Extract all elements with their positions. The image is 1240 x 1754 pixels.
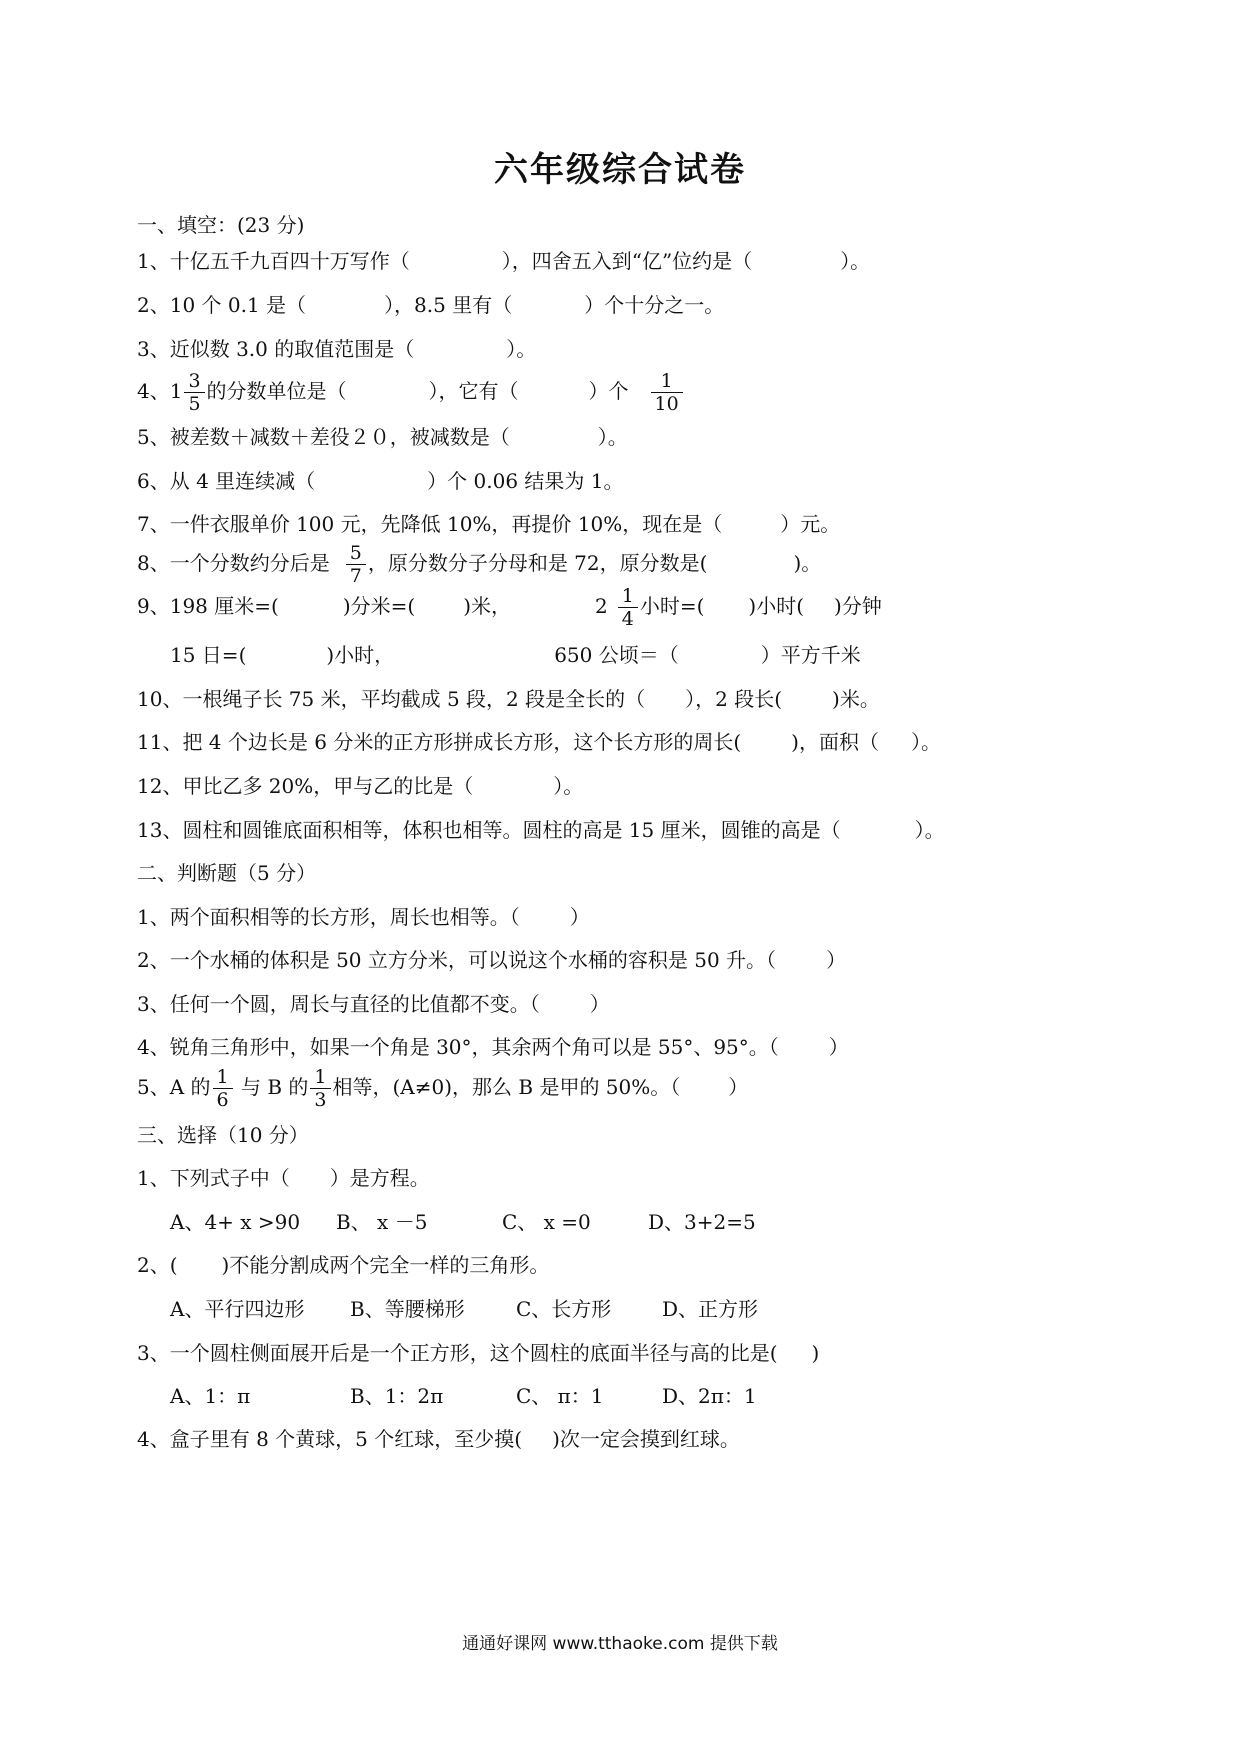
option-b: B、 x －5 bbox=[336, 1210, 428, 1234]
question-2-5: 5、A 的 $\frac{1}{6}$ 与 B 的 $\frac{1}{3}$ 相等，(A≠0)，那么 B 是甲的 50%。（ ） bbox=[137, 1066, 749, 1111]
question-3-1-options bbox=[170, 1209, 756, 1235]
question-1-3: 3、近似数 3.0 的取值范围是（ ）。 bbox=[137, 337, 537, 361]
question-3-2: 2、( )不能分割成两个完全一样的三角形。 bbox=[137, 1253, 550, 1277]
question-1-7: 7、一件衣服单价 100 元，先降低 10%，再提价 10%，现在是（ ）元。 bbox=[137, 512, 841, 536]
question-1-6: 6、从 4 里连续减（ ）个 0.06 结果为 1。 bbox=[137, 469, 624, 493]
question-3-4: 4、盒子里有 8 个黄球，5 个红球，至少摸( )次一定会摸到红球。 bbox=[137, 1427, 740, 1451]
question-2-4: 4、锐角三角形中，如果一个角是 30°，其余两个角可以是 55°、95°。（ ） bbox=[137, 1035, 849, 1059]
question-1-10: 10、一根绳子长 75 米，平均截成 5 段，2 段是全长的（ ），2 段长( )米。 bbox=[137, 687, 880, 711]
fraction: $\frac{1}{10}$ bbox=[651, 370, 683, 415]
question-1-8: 8、一个分数约分后是 $\frac{5}{7}$ ，原分数分子分母和是 72，原分数是( )。 bbox=[137, 542, 822, 587]
question-1-2: 2、10 个 0.1 是（ ），8.5 里有（ ）个十分之一。 bbox=[137, 293, 725, 317]
option-a: A、平行四边形 bbox=[170, 1297, 305, 1321]
question-1-4: 4、1 $\frac{3}{5}$ 的分数单位是（ ），它有（ ）个 $\frac{1}{10}$ bbox=[137, 370, 685, 415]
question-3-2-options bbox=[170, 1296, 758, 1322]
question-2-3: 3、任何一个圆，周长与直径的比值都不变。（ ） bbox=[137, 992, 610, 1016]
option-d: D、正方形 bbox=[662, 1297, 759, 1321]
fraction: $\frac{5}{7}$ bbox=[346, 542, 366, 587]
question-1-11: 11、把 4 个边长是 6 分米的正方形拼成长方形，这个长方形的周长( )，面积（ ）。 bbox=[137, 730, 941, 754]
fraction: $\frac{3}{5}$ bbox=[184, 370, 204, 415]
question-2-1: 1、两个面积相等的长方形，周长也相等。（ ） bbox=[137, 905, 590, 929]
option-d: D、3+2=5 bbox=[648, 1210, 756, 1234]
option-a: A、4+ x >90 bbox=[170, 1210, 301, 1234]
section-header-true-false: 二、判断题（5 分） bbox=[137, 861, 317, 885]
option-c: C、 x =0 bbox=[502, 1210, 591, 1234]
section-header-fill-blank: 一、填空：(23 分) bbox=[137, 213, 305, 237]
option-c: C、 π：1 bbox=[516, 1384, 604, 1408]
option-b: B、等腰梯形 bbox=[350, 1297, 465, 1321]
page-title: 六年级综合试卷 bbox=[494, 150, 746, 190]
fraction: $\frac{1}{4}$ bbox=[618, 585, 638, 630]
question-1-9b: 15 日=( )小时， 650 公顷＝（ ）平方千米 bbox=[170, 643, 861, 667]
question-3-1: 1、下列式子中（ ）是方程。 bbox=[137, 1166, 430, 1190]
question-1-13: 13、圆柱和圆锥底面积相等，体积也相等。圆柱的高是 15 厘米，圆锥的高是（ ）。 bbox=[137, 818, 945, 842]
question-1-1: 1、十亿五千九百四十万写作（ ），四舍五入到“亿”位约是（ ）。 bbox=[137, 249, 871, 273]
option-d: D、2π：1 bbox=[662, 1384, 757, 1408]
footer-credit: 通通好课网 www.tthaoke.com 提供下载 bbox=[462, 1634, 778, 1654]
question-1-9a: 9、198 厘米=( )分米=( )米， 2 $\frac{1}{4}$ 小时=( )小时( )分钟 bbox=[137, 585, 882, 630]
fraction: $\frac{1}{6}$ bbox=[213, 1066, 233, 1111]
question-1-12: 12、甲比乙多 20%，甲与乙的比是（ ）。 bbox=[137, 774, 584, 798]
fraction: $\frac{1}{3}$ bbox=[310, 1066, 330, 1111]
option-c: C、长方形 bbox=[516, 1297, 612, 1321]
option-a: A、1：π bbox=[170, 1384, 251, 1408]
question-3-3: 3、一个圆柱侧面展开后是一个正方形，这个圆柱的底面半径与高的比是( ) bbox=[137, 1341, 820, 1365]
section-header-multiple-choice: 三、选择（10 分） bbox=[137, 1123, 309, 1147]
question-2-2: 2、一个水桶的体积是 50 立方分米，可以说这个水桶的容积是 50 升。（ ） bbox=[137, 948, 847, 972]
option-b: B、1：2π bbox=[350, 1384, 444, 1408]
question-3-3-options bbox=[170, 1383, 757, 1409]
question-1-5: 5、被差数＋减数＋差役２０，被减数是（ ）。 bbox=[137, 425, 628, 449]
